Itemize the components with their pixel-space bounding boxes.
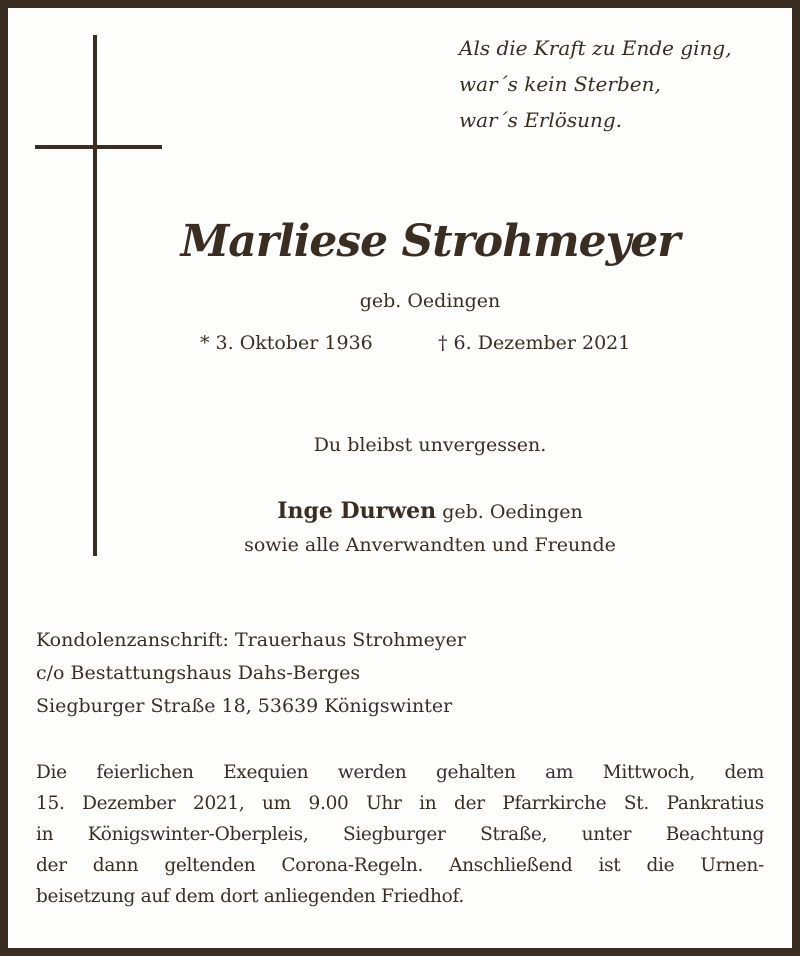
service-line-3: in Königswinter-Oberpleis, Siegburger Straße, unter Beachtung <box>36 824 764 845</box>
deceased-maiden-name: geb. Oedingen <box>359 290 501 312</box>
relatives-line: sowie alle Anverwandten und Freunde <box>244 534 616 556</box>
condolence-address <box>36 624 466 723</box>
service-line-5: beisetzung auf dem dort anliegenden Friedhof. <box>36 886 464 907</box>
verse-line-2: war´s kein Sterben, <box>459 72 661 96</box>
verse-line-1: Als die Kraft zu Ende ging, <box>459 36 732 60</box>
address-line-2: c/o Bestattungshaus Dahs-Berges <box>36 662 361 684</box>
death-date: † 6. Dezember 2021 <box>438 332 631 354</box>
memorial-verse <box>459 30 732 138</box>
remembrance-line: Du bleibst unvergessen. <box>313 434 547 456</box>
mourner-maiden-name: geb. Oedingen <box>442 501 583 523</box>
service-line-4: der dann geltenden Corona-Regeln. Anschließend ist die Urnen- <box>36 855 764 876</box>
birth-date: * 3. Oktober 1936 <box>200 332 373 354</box>
cross-horizontal-bar <box>35 145 162 149</box>
mourner-line <box>0 498 800 524</box>
service-notice <box>36 757 764 912</box>
service-line-2: 15. Dezember 2021, um 9.00 Uhr in der Pfarrkirche St. Pankratius <box>36 793 764 814</box>
service-line-1: Die feierlichen Exequien werden gehalten am Mittwoch, dem <box>36 762 764 783</box>
verse-line-3: war´s Erlösung. <box>459 108 623 132</box>
mourner-name: Inge Durwen <box>277 498 437 524</box>
address-line-1: Kondolenzanschrift: Trauerhaus Strohmeyer <box>36 629 466 651</box>
address-line-3: Siegburger Straße 18, 53639 Königswinter <box>36 695 453 717</box>
deceased-name: Marliese Strohmeyer <box>180 216 680 267</box>
